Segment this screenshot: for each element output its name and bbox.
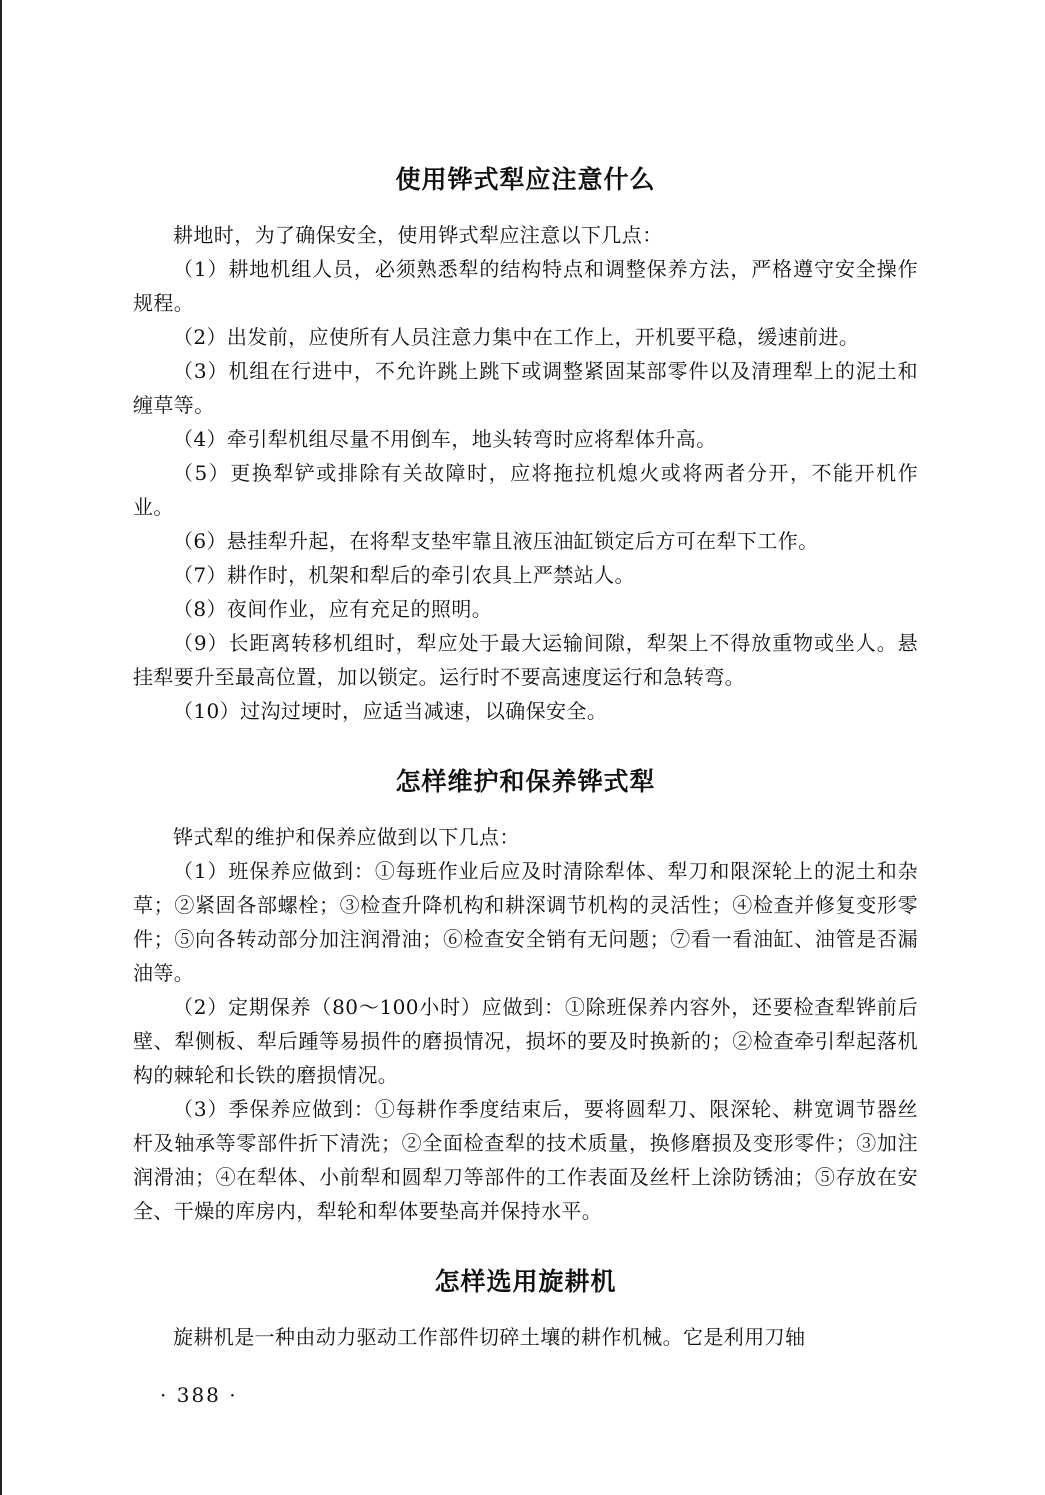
- paragraph: （7）耕作时，机架和犁后的牵引农具上严禁站人。: [173, 563, 635, 587]
- page-number: · 388 ·: [160, 1383, 238, 1407]
- paragraph: （8）夜间作业，应有充足的照明。: [173, 597, 493, 621]
- paragraph: （1）班保养应做到：①每班作业后应及时清除犁体、犁刀和限深轮上的泥土和杂草；②紧固各部螺栓；③检查升降机构和耕深调节机构的灵活性；④检查并修复变形零件；⑤向各转动部分加注润滑油；⑥检查安全销有无问题；⑦看一看油缸、油管是否漏油等。: [133, 859, 918, 985]
- paragraph: （1）耕地机组人员，必须熟悉犁的结构特点和调整保养方法，严格遵守安全操作规程。: [133, 257, 918, 315]
- paragraph: （2）定期保养（80～100小时）应做到：①除班保养内容外，还要检查犁铧前后壁、犁侧板、犁后踵等易损件的磨损情况，损坏的要及时换新的；②检查牵引犁起落机构的棘轮和长铁的磨损情况。: [133, 995, 918, 1087]
- paragraph: （10）过沟过埂时，应适当减速，以确保安全。: [173, 699, 608, 723]
- section-heading: 怎样维护和保养铧式犁: [395, 767, 656, 796]
- page-left-edge: [0, 0, 2, 1495]
- paragraph: （4）牵引犁机组尽量不用倒车，地头转弯时应将犁体升高。: [173, 427, 717, 451]
- paragraph: 铧式犁的维护和保养应做到以下几点：: [173, 825, 520, 849]
- paragraph: （6）悬挂犁升起，在将犁支垫牢靠且液压油缸锁定后方可在犁下工作。: [173, 529, 819, 553]
- section-plow-maintenance: [133, 752, 918, 1228]
- page-content: [133, 150, 918, 1354]
- section-heading: 使用铧式犁应注意什么: [395, 165, 656, 194]
- section-plow-usage: [133, 150, 918, 728]
- paragraph: （5）更换犁铲或排除有关故障时，应将拖拉机熄火或将两者分开，不能开机作业。: [133, 461, 918, 519]
- paragraph: （3）季保养应做到：①每耕作季度结束后，要将圆犁刀、限深轮、耕宽调节器丝杆及轴承等零部件折下清洗；②全面检查犁的技术质量，换修磨损及变形零件；③加注润滑油；④在犁体、小前犁和圆犁刀等部件的工作表面及丝杆上涂防锈油；⑤存放在安全、干燥的库房内，犁轮和犁体要垫高并保持水平。: [133, 1097, 918, 1223]
- paragraph: （9）长距离转移机组时，犁应处于最大运输间隙，犁架上不得放重物或坐人。悬挂犁要升至最高位置，加以锁定。运行时不要高速度运行和急转弯。: [133, 631, 918, 689]
- section-rotary-tiller: [133, 1252, 918, 1354]
- paragraph: 旋耕机是一种由动力驱动工作部件切碎土壤的耕作机械。它是利用刀轴: [173, 1325, 806, 1349]
- paragraph: （2）出发前，应使所有人员注意力集中在工作上，开机要平稳，缓速前进。: [173, 325, 860, 349]
- paragraph: 耕地时，为了确保安全，使用铧式犁应注意以下几点：: [173, 223, 663, 247]
- paragraph: （3）机组在行进中，不允许跳上跳下或调整紧固某部零件以及清理犁上的泥土和缠草等。: [133, 359, 918, 417]
- section-heading: 怎样选用旋耕机: [434, 1267, 617, 1296]
